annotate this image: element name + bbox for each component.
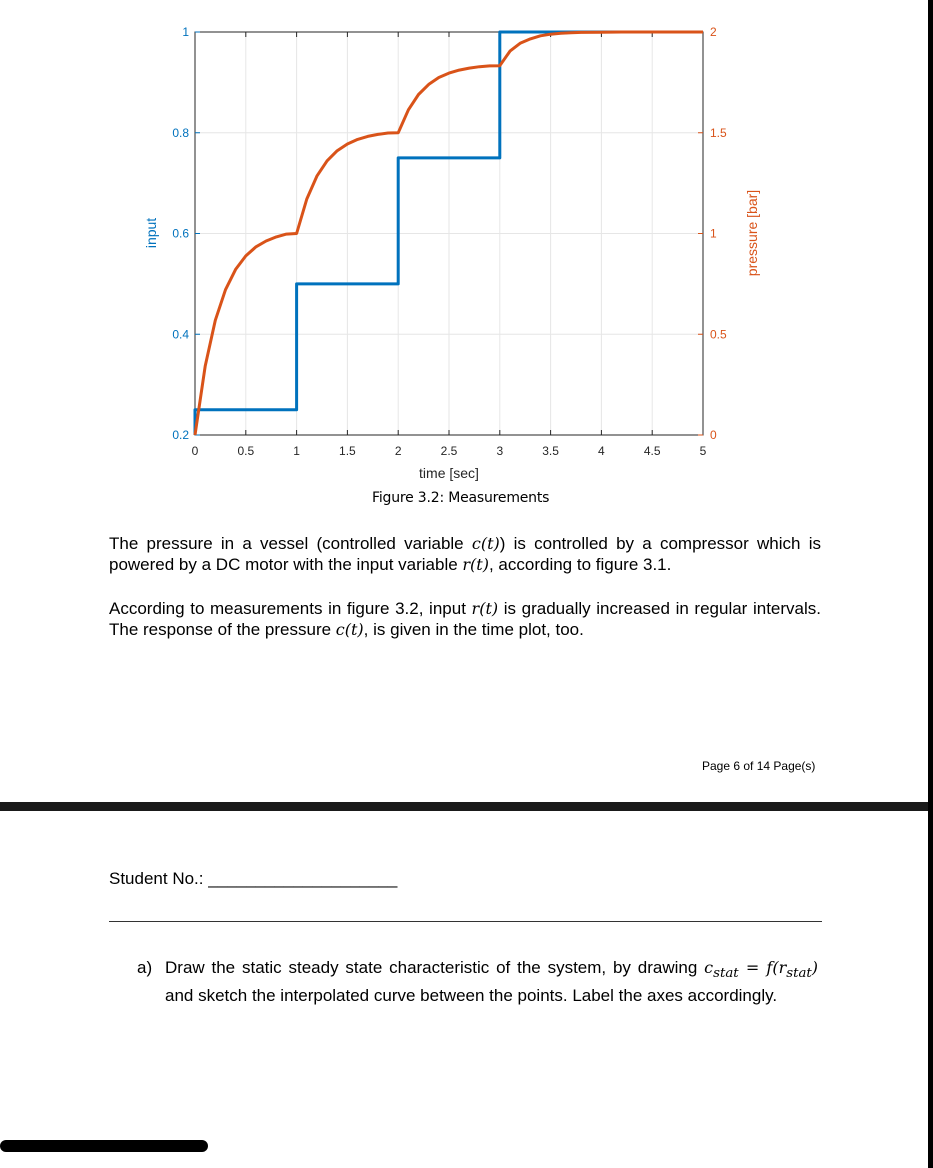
horizontal-scrollbar[interactable] (0, 1140, 208, 1152)
y-right-tick-label: 1.5 (710, 125, 727, 140)
horizontal-rule (109, 921, 822, 922)
paragraph-2-text-a: According to measurements in figure 3.2, input (109, 599, 472, 618)
question-a-text (165, 957, 818, 1007)
x-axis-label: time [sec] (419, 465, 479, 481)
y-left-tick-label: 0.4 (172, 327, 189, 342)
y-axis-label-left: input (143, 217, 159, 249)
paragraph-2-text-b: is gradually increased in regular intervals. The response of the pressure (109, 599, 821, 639)
y-left-tick-label: 1 (182, 25, 189, 39)
paragraph-2-text-c: , is given in the time plot, too. (363, 620, 584, 639)
x-tick-label: 3 (496, 444, 504, 458)
close-paren: ) (811, 958, 818, 977)
y-left-tick-label: 0.2 (172, 428, 189, 442)
page-divider (0, 802, 933, 811)
student-number-field[interactable] (109, 869, 397, 889)
figure-caption: Figure 3.2: Measurements (372, 490, 550, 506)
grid-lines (195, 32, 703, 435)
var-r-t: r(t) (471, 599, 499, 618)
y-left-tick-label: 0.8 (172, 125, 189, 140)
x-tick-label: 4.5 (643, 444, 661, 458)
x-tick-label: 1.5 (339, 444, 356, 458)
x-tick-label: 5 (699, 444, 707, 458)
page-number: Page 6 of 14 Page(s) (702, 759, 816, 773)
y-right-tick-label: 0.5 (710, 327, 727, 342)
student-number-label: Student No.: (109, 869, 204, 888)
r-subscript: stat (786, 966, 812, 982)
paragraph-1-text-c: , according to figure 3.1. (488, 555, 672, 574)
window-edge (928, 0, 933, 1168)
y-axis-label-right: pressure [bar] (744, 189, 760, 277)
y-right-tick-label: 2 (710, 25, 717, 39)
c-symbol: c (704, 958, 714, 977)
student-number-blank[interactable]: ____________________ (208, 869, 398, 888)
x-tick-label: 1 (293, 444, 300, 458)
x-tick-label: 0 (191, 444, 199, 458)
y-left-tick-label: 0.6 (172, 226, 189, 241)
measurement-chart (0, 0, 933, 520)
equals-f-r: = f(r (738, 958, 787, 977)
x-tick-label: 4 (598, 444, 605, 458)
question-a-text-b: and sketch the interpolated curve between the points. Label the axes accordingly. (165, 986, 778, 1006)
c-subscript: stat (713, 966, 739, 982)
x-tick-label: 3.5 (542, 444, 559, 458)
paragraph-2 (109, 598, 821, 640)
y-right-tick-label: 1 (710, 226, 717, 241)
paragraph-1-text-a: The pressure in a vessel (controlled variable (109, 534, 472, 553)
y-right-tick-label: 0 (710, 428, 717, 442)
var-c-t: c(t) (335, 620, 364, 639)
question-a-label: a) (137, 958, 153, 977)
x-tick-label: 2 (394, 444, 402, 458)
x-tick-label: 2.5 (440, 444, 458, 458)
var-r-t: r(t) (462, 555, 489, 574)
paragraph-1-text-b: ) is controlled by a compressor which is powered by a DC motor with the input variable (109, 534, 821, 574)
paragraph-1 (109, 533, 821, 575)
x-tick-label: 0.5 (237, 444, 255, 458)
var-c-t: c(t) (471, 534, 500, 553)
var-c-stat (704, 958, 818, 982)
question-a-text-a: Draw the static steady state characteristic of the system, by drawing (165, 958, 705, 977)
